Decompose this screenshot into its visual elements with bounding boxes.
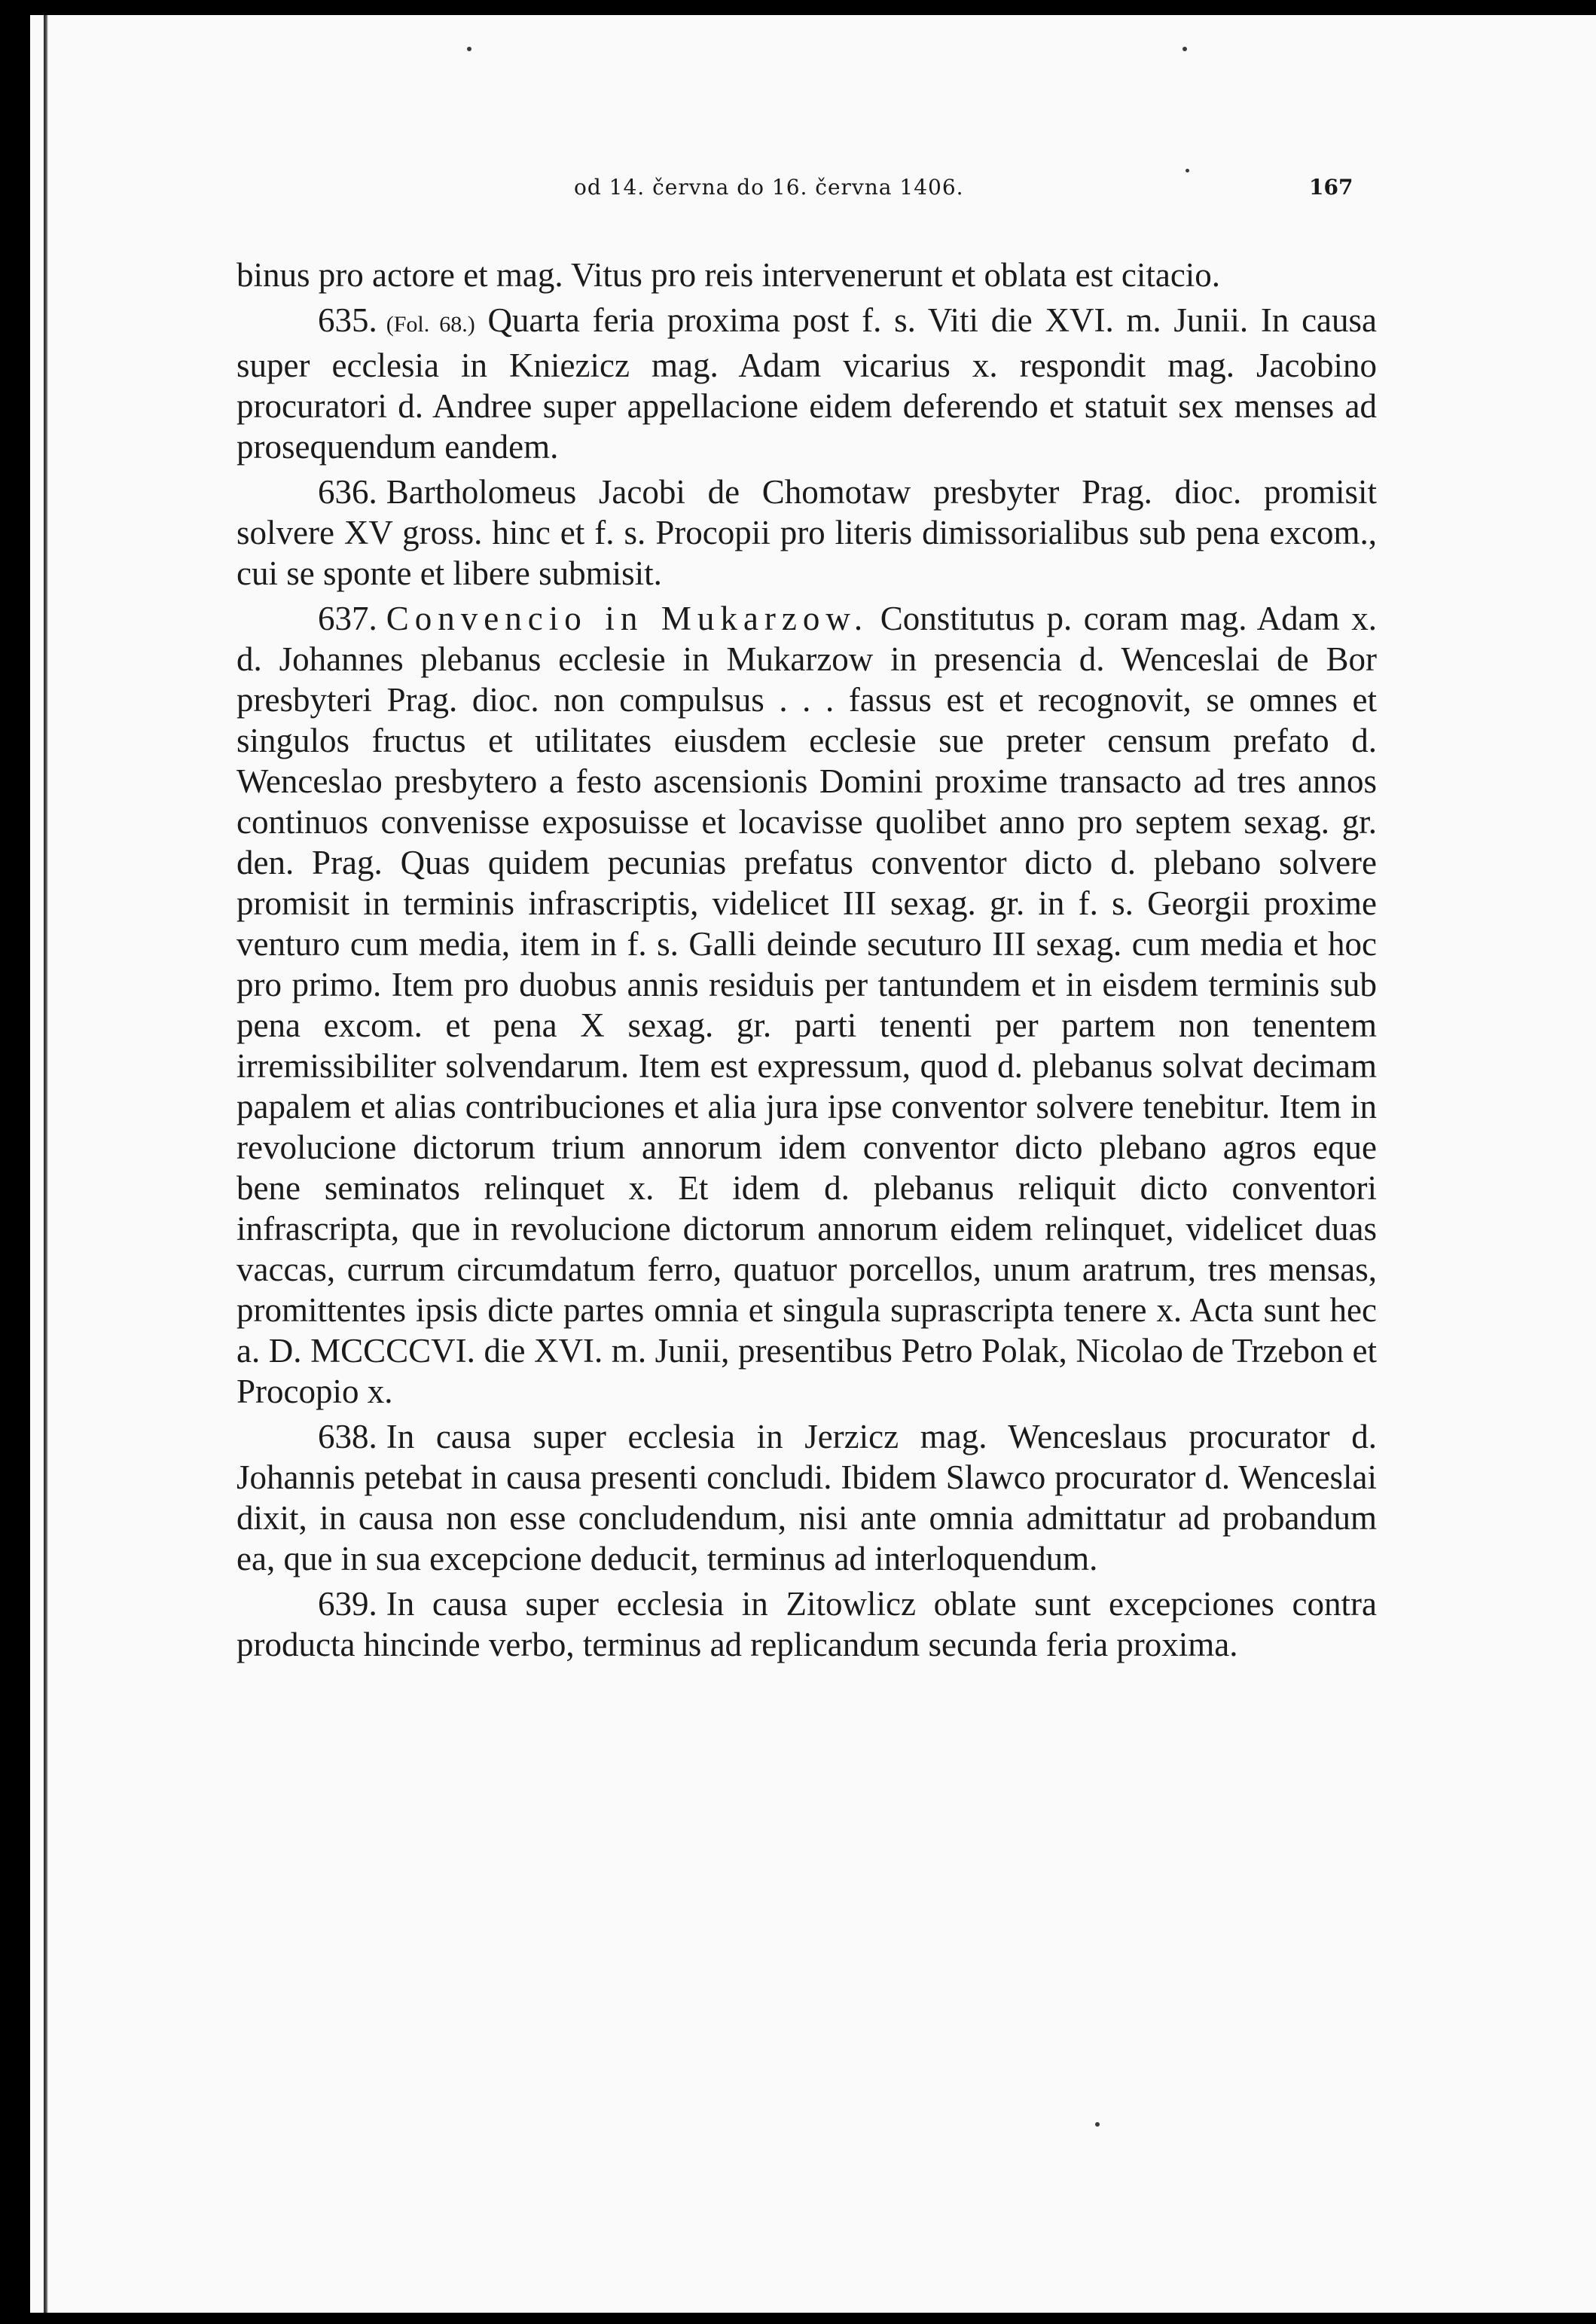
page-header <box>30 166 1596 211</box>
running-title: od 14. června do 16. června 1406. <box>574 175 964 200</box>
page-number: 167 <box>1309 175 1353 200</box>
paragraph-text: binus pro actore et mag. Vitus pro reis intervenerunt et oblata est citacio. <box>237 256 1221 294</box>
document-page <box>30 15 1596 2313</box>
entry-text: Constitutus p. coram mag. Adam x. d. Johannes plebanus ecclesie in Mukarzow in presencia d. Wenceslai de Bor presbyteri Prag. dioc. non compulsus . . . fassus est et recognovit, se omnes et singulos fructus et utilitates eiusdem ecclesie sue preter censum prefato d. Wenceslao presbytero a festo ascensionis Domini proxime transacto ad tres annos continuos convenisse exposuisse et locavisse quolibet anno pro septem sexag. gr. den. Prag. Quas quidem pecunias prefatus conventor dicto d. plebano solvere promisit in terminis infrascriptis, videlicet III sexag. gr. in f. s. Georgii proxime venturo cum media, item in f. s. Galli deinde secuturo III sexag. cum media et hoc pro primo. Item pro duobus annis residuis per tantundem et in eisdem terminis sub pena excom. et pena X sexag. gr. parti tenenti per partem non tenentem irremissibiliter solvendarum. Item est expressum, quod d. plebanus solvat decimam papalem et alias contribuciones et alia jura ipse conventor solvere tenebitur. Item in revolucione dictorum trium annorum idem conventor dicto plebano agros eque bene seminatos relinquet x. Et idem d. plebanus reliquit dicto conventori infrascripta, que in revolucione dictorum annorum eidem relinquet, videlicet duas vaccas, currum circumdatum ferro, quatuor porcellos, unum aratrum, tres mensas, promittentes ipsis dicte partes omnia et singula suprascripta tenere x. Acta sunt hec a. D. MCCCCVI. die XVI. m. Junii, presentibus Petro Polak, Nicolao de Trzebon et Procopio x. <box>237 600 1377 1410</box>
entry-text: Quarta feria proxima post f. s. Viti die XVI. m. Junii. In causa super ecclesia in Kniezicz mag. Adam vicarius x. respondit mag. Jacobino procuratori d. Andree super appellacione eidem deferendo et statuit sex menses ad prosequendum eandem. <box>237 301 1377 466</box>
folio-reference: (Fol. 68.) <box>386 312 475 337</box>
entry-636 <box>237 472 1377 594</box>
print-speck <box>1095 2122 1100 2127</box>
entry-638 <box>237 1416 1377 1579</box>
print-speck <box>1183 47 1187 51</box>
print-speck <box>467 47 471 51</box>
body-text <box>237 255 1377 1669</box>
entry-number: 637. <box>318 600 377 637</box>
entry-spaced-title: Convencio in Mukarzow. <box>386 600 869 637</box>
binding-edge <box>0 0 30 2324</box>
paragraph-continuation <box>237 255 1377 295</box>
entry-637 <box>237 598 1377 1412</box>
entry-number: 638. <box>318 1418 377 1455</box>
entry-639 <box>237 1583 1377 1665</box>
entry-number: 639. <box>318 1585 377 1623</box>
binding-shadow <box>44 15 48 2313</box>
entry-635 <box>237 300 1377 467</box>
entry-text: Bartholomeus Jacobi de Chomotaw presbyter Prag. dioc. promisit solvere XV gross. hinc et f. s. Procopii pro literis dimissorialibus sub pena excom., cui se sponte et libere submisit. <box>237 473 1377 592</box>
entry-text: In causa super ecclesia in Jerzicz mag. Wenceslaus procurator d. Johannis petebat in causa presenti concludi. Ibidem Slawco procurator d. Wenceslai dixit, in causa non esse concludendum, nisi ante omnia admittatur ad probandum ea, que in sua excepcione deducit, terminus ad interloquendum. <box>237 1418 1377 1577</box>
entry-number: 636. <box>318 473 377 511</box>
entry-text: In causa super ecclesia in Zitowlicz oblate sunt excepciones contra producta hincinde verbo, terminus ad replicandum secunda feria proxima. <box>237 1585 1377 1663</box>
entry-number: 635. <box>318 301 377 339</box>
print-speck <box>1186 169 1189 173</box>
